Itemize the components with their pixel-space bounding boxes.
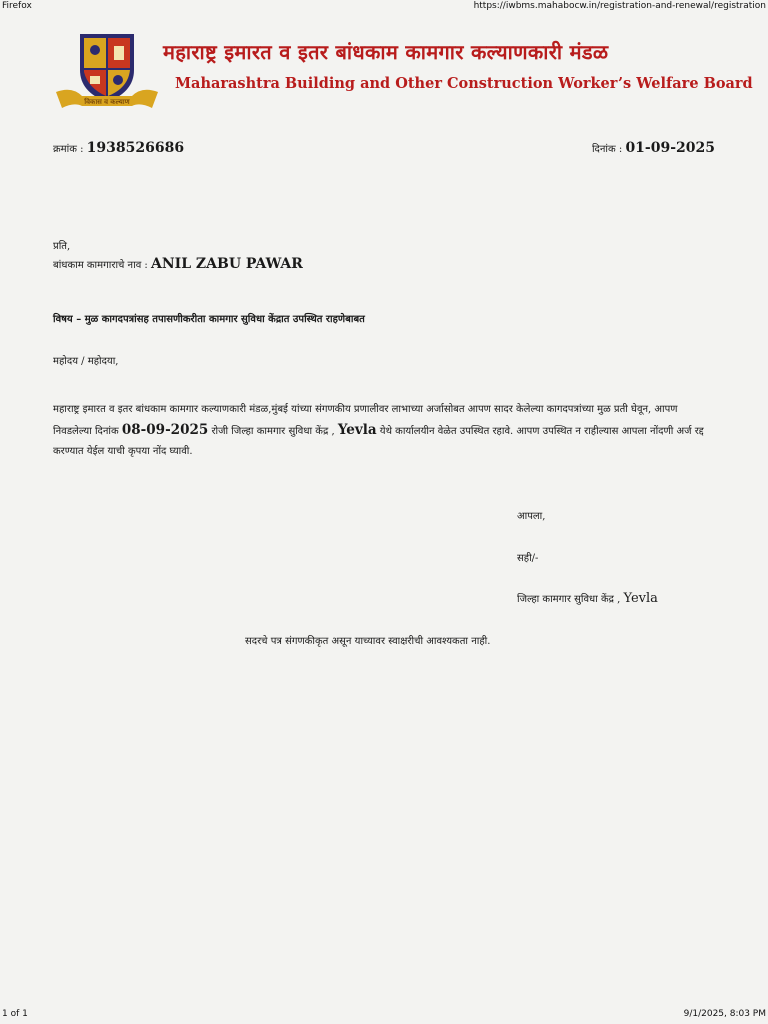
letter-date-value: 01-09-2025: [625, 140, 715, 156]
body-part-2: रोजी जिल्हा कामगार सुविधा केंद्र ,: [211, 426, 335, 437]
body-center: Yevla: [337, 422, 377, 438]
board-title-english: Maharashtra Building and Other Construction Worker’s Welfare Board: [175, 75, 753, 92]
letter-date-label: दिनांक :: [591, 144, 623, 155]
print-url: https://iwbms.mahabocw.in/registration-and-renewal/registration: [473, 1, 766, 11]
board-logo: [52, 30, 162, 112]
letter-number-value: 1938526686: [86, 140, 185, 156]
body-date: 08-09-2025: [121, 422, 209, 438]
board-title-marathi: महाराष्ट्र इमारत व इतर बांधकाम कामगार कल्याणकारी मंडळ: [163, 40, 609, 64]
print-timestamp: 9/1/2025, 8:03 PM: [683, 1009, 766, 1019]
salutation: महोदय / महोदया,: [53, 356, 119, 367]
worker-name: [53, 256, 303, 272]
to-label: प्रति,: [53, 241, 71, 252]
page-count: 1 of 1: [2, 1009, 28, 1019]
body-part-1: महाराष्ट्र इमारत व इतर बांधकाम कामगार कल्याणकारी मंडळ,मुंबई यांच्या संगणकीय प्रणालीवर लाभाच्या अर्जासोबत आपण सादर केलेल्या कागदपत्रांच्या मुळ प्रती घेवून, आपण निवडलेल्या दिनांक: [53, 404, 678, 437]
footnote: सदरचे पत्र संगणकीकृत असून याच्यावर स्वाक्षरीची आवश्यकता नाही.: [245, 636, 491, 647]
signatory: [517, 591, 658, 606]
worker-name-label: बांधकाम कामगाराचे नाव :: [53, 260, 148, 271]
body-part-3: येथे कार्यालयीन वेळेत उपस्थित रहावे. आपण उपस्थित न राहील्यास आपला नोंदणी अर्ज रद्द करण्यात येईल याची कृपया नोंद घ्यावी.: [53, 426, 704, 457]
closing: आपला,: [517, 511, 546, 522]
signature: सही/-: [517, 553, 539, 564]
letter-subject: विषय – मुळ कागदपत्रांसह तपासणीकरीता कामगार सुविधा केंद्रात उपस्थित राहणेबाबत: [53, 314, 365, 325]
signatory-center: Yevla: [623, 591, 658, 606]
logo-motto: विकास व कल्याण: [84, 98, 130, 106]
worker-name-value: ANIL ZABU PAWAR: [151, 256, 303, 272]
letter-number: [53, 140, 184, 156]
letter-date: [592, 140, 715, 156]
signatory-label: जिल्हा कामगार सुविधा केंद्र ,: [517, 594, 621, 605]
letter-number-label: क्रमांक :: [53, 144, 84, 155]
print-app-name: Firefox: [2, 1, 32, 11]
letter-body: [53, 400, 715, 462]
